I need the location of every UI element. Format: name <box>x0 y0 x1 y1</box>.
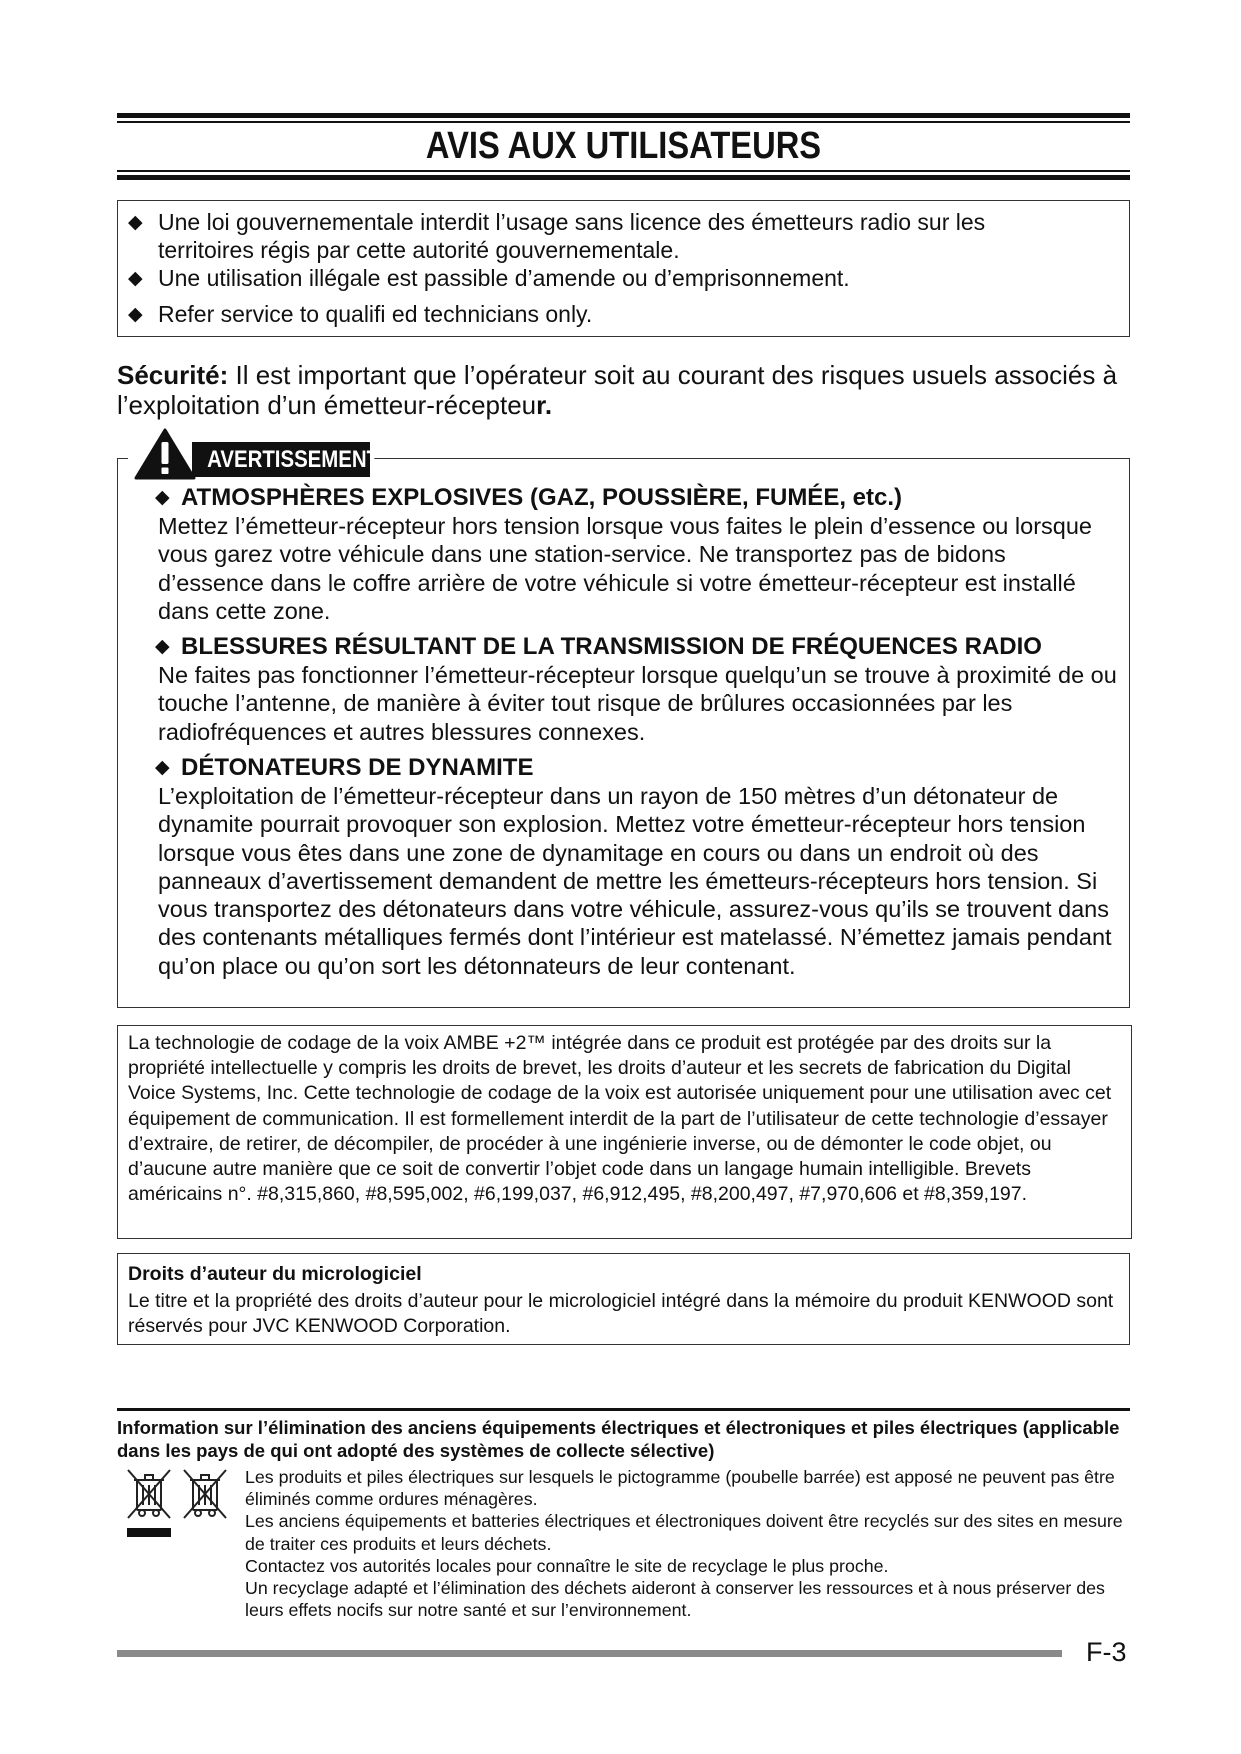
title-bottom-rule-thick <box>117 175 1130 180</box>
diamond-bullet-icon: ◆ <box>128 268 143 289</box>
diamond-bullet-icon: ◆ <box>128 212 143 233</box>
weee-heading: Information sur l’élimination des anciens équipements électriques et électroniques et piles électriques (applicable dans les pays de qui ont adopté des systèmes de collecte sélective) <box>117 1417 1120 1461</box>
footer-bar <box>117 1650 1062 1657</box>
page-number: F-3 <box>1086 1637 1127 1667</box>
diamond-bullet-icon: ◆ <box>155 487 170 508</box>
warning-body-rf: Ne faites pas fonctionner l’émetteur-récepteur lorsque quelqu’un se trouve à proximité de ou touche l’antenne, de manière à éviter tout risque de brûlures occasionnées par les radiofréquences et autres blessures connexes. <box>158 662 1117 745</box>
notice-item-1-cont: territoires régis par cette autorité gouvernementale. <box>158 237 680 263</box>
warning-heading-rf: BLESSURES RÉSULTANT DE LA TRANSMISSION DE FRÉQUENCES RADIO <box>181 633 1042 660</box>
weee-line: Les anciens équipements et batteries électriques et électroniques doivent être recyclés sur des sites en mesure de traiter ces produits et leurs déchets. <box>245 1511 1123 1554</box>
diamond-bullet-icon: ◆ <box>128 304 143 325</box>
warning-heading-explosive: ATMOSPHÈRES EXPLOSIVES (GAZ, POUSSIÈRE, FUMÉE, etc.) <box>181 484 903 511</box>
title-top-rule-thin <box>117 121 1130 123</box>
warning-heading-dynamite: DÉTONATEURS DE DYNAMITE <box>181 754 534 781</box>
weee-line: Contactez vos autorités locales pour connaître le site de recyclage le plus proche. <box>245 1555 889 1576</box>
weee-line: Un recyclage adapté et l’élimination des déchets aideront à conserver les ressources et à nous préserver des leurs effets nocifs sur notre santé et sur l’environnement. <box>245 1578 1105 1621</box>
securite-paragraph <box>117 360 1127 420</box>
crossed-bin-icon <box>124 1466 174 1540</box>
title-bottom-rule-thin <box>117 170 1130 172</box>
weee-top-rule <box>117 1408 1130 1411</box>
securite-last: r. <box>536 390 553 420</box>
securite-text: Il est important que l’opérateur soit au courant des risques usuels associés à l’exploitation d’un émetteur-récepteu <box>117 360 1118 420</box>
notice-item-1: Une loi gouvernementale interdit l’usage sans licence des émetteurs radio sur les <box>158 209 986 235</box>
firmware-copyright-title: Droits d’auteur du micrologiciel <box>128 1263 422 1285</box>
weee-line: Les produits et piles électriques sur lesquels le pictogramme (poubelle barrée) est apposé ne peuvent pas être éliminés comme ordures ménagères. <box>245 1467 1115 1510</box>
warning-triangle-icon <box>134 428 196 480</box>
diamond-bullet-icon: ◆ <box>155 636 170 657</box>
warning-body-dynamite: L’exploitation de l’émetteur-récepteur dans un rayon de 150 mètres d’un détonateur de dynamite pourrait provoquer son explosion. Mettez votre émetteur-récepteur hors tension lorsque vous êtes dans une zone de dynamitage en cours ou dans un endroit où des panneaux d’avertissement demandent de mettre les émetteurs-récepteurs hors tension. Si vous transportez des détonateurs dans votre véhicule, assurez-vous qu’ils se trouvent dans des contenants métalliques fermés dont l’intérieur est matelassé. N’émettez jamais pendant qu’on place ou qu’on sort les détonnateurs de leur contenant. <box>158 783 1112 979</box>
crossed-bin-icon <box>180 1466 230 1526</box>
weee-text <box>245 1466 1135 1621</box>
firmware-copyright-text: Le titre et la propriété des droits d’auteur pour le micrologiciel intégré dans la mémoire du produit KENWOOD sont réservés pour JVC KENWOOD Corporation. <box>128 1290 1114 1338</box>
warning-label: AVERTISSEMENT <box>192 442 370 477</box>
ambe-notice-text: La technologie de codage de la voix AMBE +2™ intégrée dans ce produit est protégée par des droits sur la propriété intellectuelle y compris les droits de brevet, les droits d’auteur et les secrets de fabrication du Digital Voice Systems, Inc. Cette technologie de codage de la voix est autorisée uniquement pour une utilisation avec cet équipement de communication. Il est formellement interdit de la part de l’utilisateur de cette technologie d’essayer d’extraire, de retirer, de décompiler, de procéder à une ingénierie inverse, ou de démonter le code objet, ou d’aucune autre manière que ce soit de convertir l’objet code dans un langage humain intelligible. Brevets américains n°. #8,315,860, #8,595,002, #6,199,037, #6,912,495, #8,200,497, #7,970,606 et #8,359,197. <box>128 1032 1112 1206</box>
title-top-rule-thick <box>117 113 1130 118</box>
diamond-bullet-icon: ◆ <box>155 757 170 778</box>
page-title: AVIS AUX UTILISATEURS <box>425 125 822 167</box>
securite-label: Sécurité: <box>117 360 229 390</box>
notice-item-3: Refer service to qualifi ed technicians only. <box>158 301 593 327</box>
notice-item-2: Une utilisation illégale est passible d’amende ou d’emprisonnement. <box>158 265 850 291</box>
warning-body-explosive: Mettez l’émetteur-récepteur hors tension lorsque vous faites le plein d’essence ou lorsque vous garez votre véhicule dans une station-service. Ne transportez pas de bidons d’essence dans le coffre arrière de votre véhicule si votre émetteur-récepteur est installé dans cette zone. <box>158 513 1092 624</box>
